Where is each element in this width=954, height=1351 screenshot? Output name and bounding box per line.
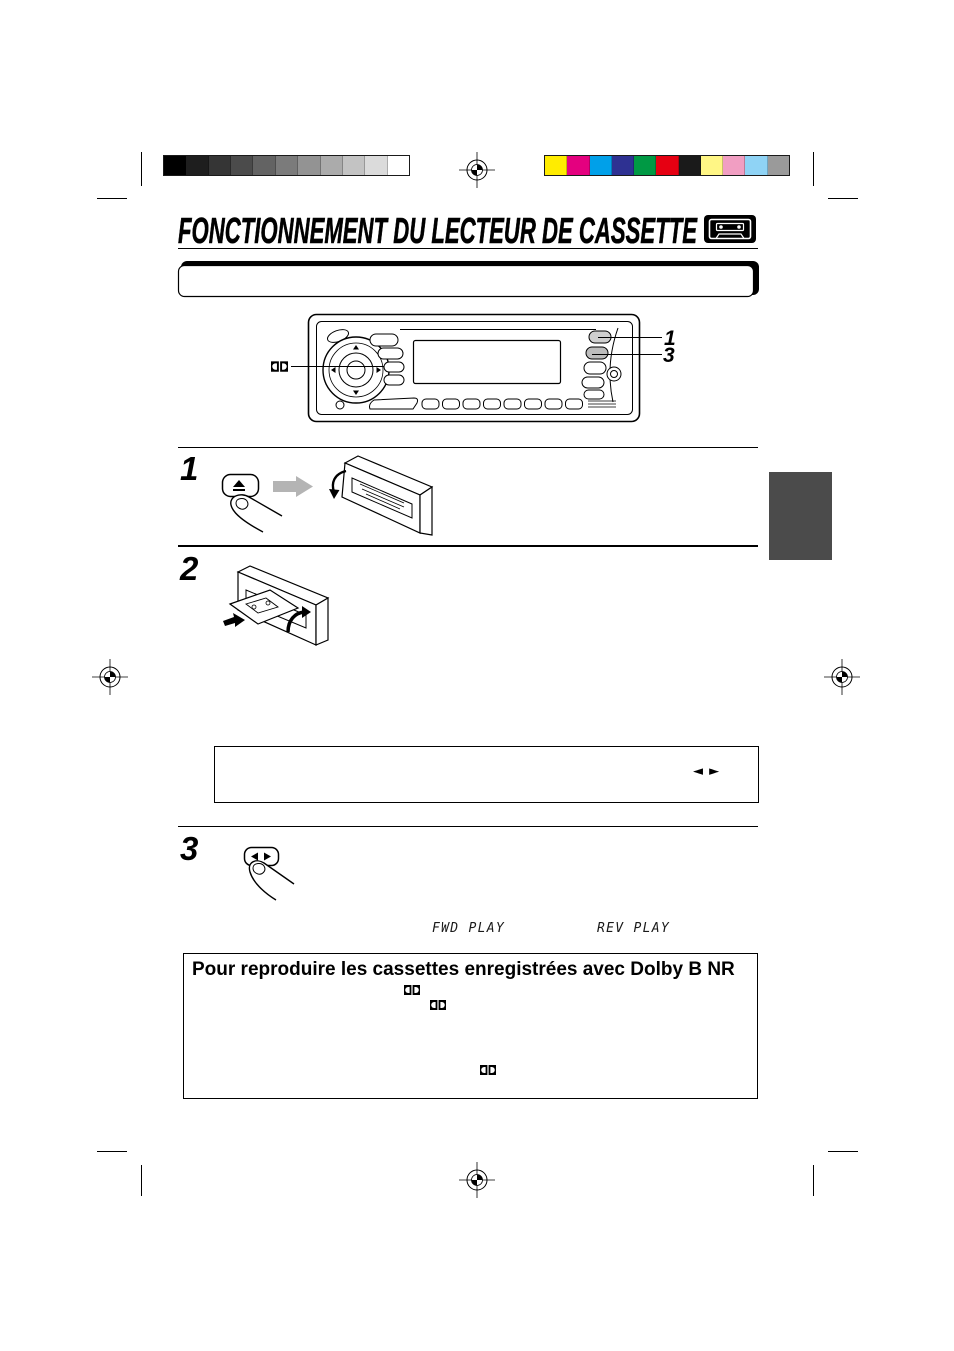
knob-center — [347, 361, 365, 379]
unit-side-face — [316, 598, 328, 645]
dolby-icon — [480, 1065, 496, 1075]
fingernail — [236, 499, 248, 510]
side-tab — [769, 472, 832, 560]
color-swatch — [545, 156, 567, 175]
color-swatch — [590, 156, 612, 175]
stereo-button — [584, 362, 606, 374]
diagram-callout: 3 — [663, 344, 675, 367]
display-forward: FWD PLAY — [432, 921, 506, 936]
preset-button — [443, 399, 460, 409]
preset-button — [484, 399, 501, 409]
dolby-box-heading: Pour reproduire les cassettes enregistrées avec Dolby B NR — [192, 959, 735, 980]
cassette-icon-reel — [737, 225, 741, 229]
gray-swatch — [321, 156, 343, 175]
stereo-button — [584, 390, 604, 399]
play-button — [586, 347, 608, 359]
color-swatch — [679, 156, 701, 175]
note-box — [215, 747, 759, 803]
color-calibration-bar — [544, 155, 790, 176]
color-swatch — [723, 156, 745, 175]
display-reverse: REV PLAY — [597, 921, 671, 936]
car-stereo-diagram — [291, 315, 662, 422]
stereo-button — [582, 377, 604, 388]
dolby-icon — [271, 361, 288, 372]
gray-swatch — [186, 156, 208, 175]
page-title: FONCTIONNEMENT DU LECTEUR DE CASSETTE — [178, 210, 698, 251]
preset-button — [463, 399, 480, 409]
stereo-screw — [336, 401, 344, 409]
gray-swatch — [231, 156, 253, 175]
gray-swatch — [276, 156, 298, 175]
stereo-small-knob-center — [611, 371, 618, 378]
insert-arrow-icon — [223, 613, 245, 627]
cassette-reel — [252, 605, 256, 609]
step3-illustration — [245, 848, 295, 901]
gray-swatch — [388, 156, 409, 175]
dolby-icon — [404, 985, 420, 995]
color-swatch — [768, 156, 789, 175]
stereo-button — [370, 334, 398, 346]
gray-swatch — [164, 156, 186, 175]
registration-mark — [92, 659, 128, 695]
step-arrow-icon — [273, 476, 313, 497]
color-swatch — [745, 156, 767, 175]
eject-icon-bar — [233, 489, 245, 491]
open-arrow-head — [329, 489, 340, 499]
grayscale-calibration-bar — [163, 155, 410, 176]
color-swatch — [701, 156, 723, 175]
stereo-button — [384, 375, 404, 385]
gray-swatch — [343, 156, 365, 175]
unit-side-face — [420, 487, 432, 535]
preset-button — [525, 399, 542, 409]
mode-button — [370, 398, 418, 409]
color-swatch — [567, 156, 589, 175]
page-title-block — [176, 208, 706, 250]
step-number: 2 — [180, 550, 199, 587]
gray-swatch — [209, 156, 231, 175]
gray-swatch — [365, 156, 387, 175]
stereo-button — [378, 348, 403, 359]
dolby-icon — [430, 1000, 446, 1010]
color-swatch — [634, 156, 656, 175]
direction-symbols: ◄ ► — [693, 764, 721, 779]
dolby-button — [384, 362, 404, 372]
gray-swatch — [253, 156, 275, 175]
section-banner — [179, 261, 760, 297]
section-banner-box — [179, 266, 754, 297]
registration-mark — [459, 1162, 495, 1198]
diagram-callout: 1 — [664, 327, 676, 350]
step-number: 3 — [180, 830, 199, 867]
step-number: 1 — [180, 450, 199, 487]
step2-illustration — [223, 566, 328, 645]
control-knob — [323, 337, 389, 403]
preset-button — [504, 399, 521, 409]
preset-button — [545, 399, 562, 409]
cassette-icon-reel — [719, 225, 723, 229]
fingernail — [253, 864, 265, 875]
preset-button — [422, 399, 439, 409]
color-swatch — [656, 156, 678, 175]
cassette-reel — [266, 601, 270, 605]
crop-marks — [97, 152, 858, 1196]
registration-mark — [459, 152, 495, 188]
stereo-display — [414, 341, 561, 384]
cassette-icon — [704, 215, 756, 243]
registration-mark — [824, 659, 860, 695]
preset-button — [566, 399, 583, 409]
color-swatch — [612, 156, 634, 175]
gray-swatch — [298, 156, 320, 175]
step1-illustration — [223, 456, 433, 535]
